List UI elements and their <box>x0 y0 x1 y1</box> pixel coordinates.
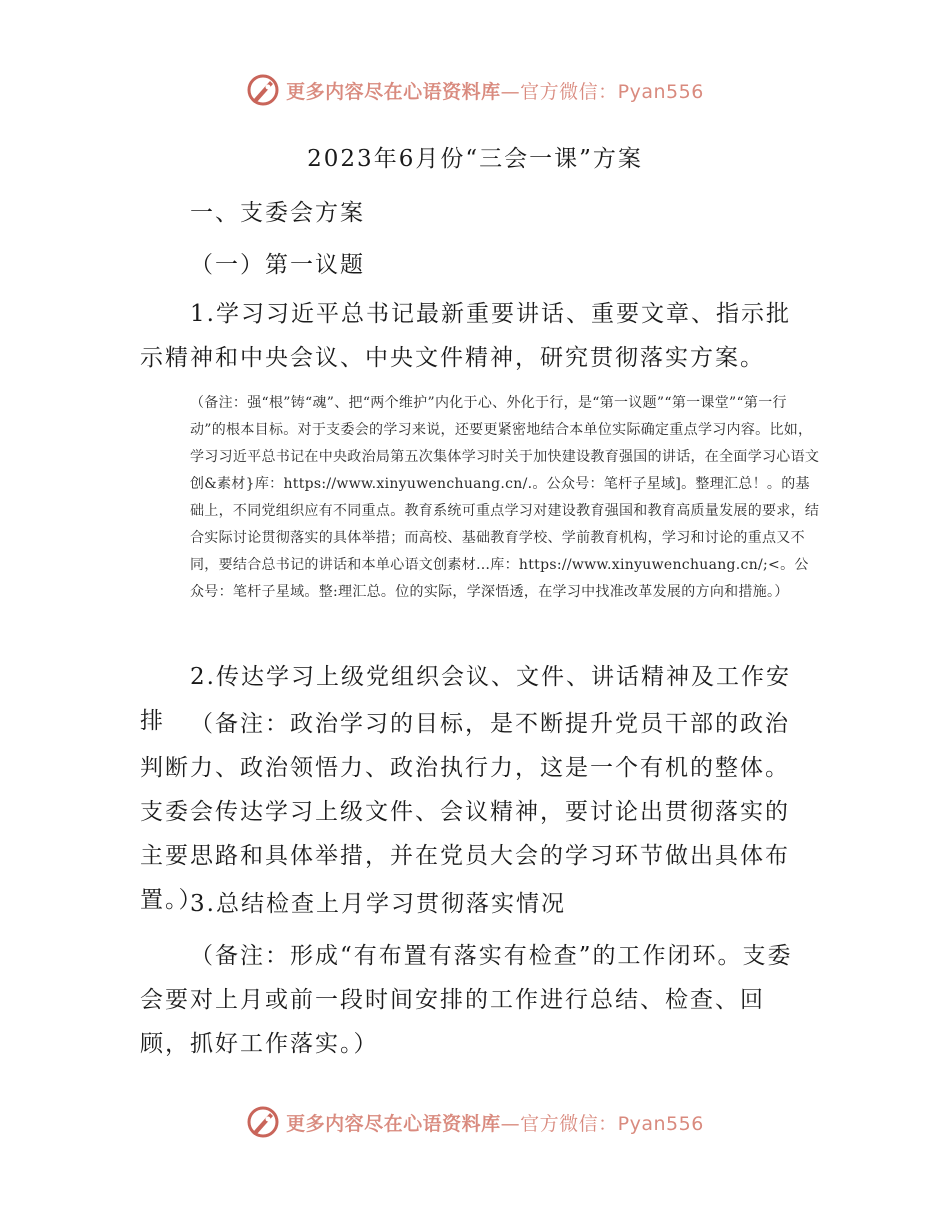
footer-watermark-banner <box>0 1102 950 1142</box>
agenda-note-1 <box>140 390 822 606</box>
note-1-text: （备注：强“根”铸“魂”、把“两个维护”内化于心、外化于行，是“第一议题”“第一课堂”“第一行动”的根本目标。对于支委会的学习来说，还要更紧密地结合本单位实际确定重点学习内容。比如，学习习近平总书记在中央政治局第五次集体学习时关于加快建设教育强国的讲话，在全面学习心语文创&素材}库：https://www.xinyuwenchuang.cn/.。公众号：笔杆子星域]。整理汇总！。的基础上，不同党组织应有不同重点。教育系统可重点学习对建设教育强国和教育高质量发展的要求，结合实际讨论贯彻落实的具体举措；而高校、基础教育学校、学前教育机构，学习和讨论的重点又不同，要结合总书记的讲话和本单心语文创素材…库：https://www.xinyuwenchuang.cn/;<。公众号：笔杆子星域。整:理汇总。位的实际，学深悟透，在学习中找准改革发展的方向和措施。） <box>190 395 820 600</box>
subsection-heading: （一）第一议题 <box>190 252 365 278</box>
quill-badge-icon <box>246 1105 280 1139</box>
header-watermark-banner <box>0 70 950 110</box>
watermark-text: 更多内容尽在心语资料库—官方微信：Pyan556 <box>286 80 704 103</box>
agenda-item-3: 3.总结检查上月学习贯彻落实情况 <box>190 891 566 917</box>
section-heading: 一、支委会方案 <box>190 200 365 226</box>
agenda-note-3: （备注：形成“有布置有落实有检查”的工作闭环。支委会要对上月或前一段时间安排的工作进行总结、检查、回顾，抓好工作落实。） <box>140 943 793 1057</box>
document-title: 2023年6月份“三会一课”方案 <box>307 146 643 172</box>
watermark-text: 更多内容尽在心语资料库—官方微信：Pyan556 <box>286 1112 704 1135</box>
agenda-item-2: 2.传达学习上级党组织会议、文件、讲话精神及工作安排 <box>140 664 791 734</box>
quill-badge-icon <box>246 73 280 107</box>
agenda-note-2: （备注：政治学习的目标，是不断提升党员干部的政治判断力、政治领悟力、政治执行力，这是一个有机的整体。支委会传达学习上级文件、会议精神，要讨论出贯彻落实的主要思路和具体举措，并在党员大会的学习环节做出具体布置。） <box>140 711 790 913</box>
agenda-item-1: 1.学习习近平总书记最新重要讲话、重要文章、指示批示精神和中央会议、中央文件精神，研究贯彻落实方案。 <box>140 301 791 371</box>
